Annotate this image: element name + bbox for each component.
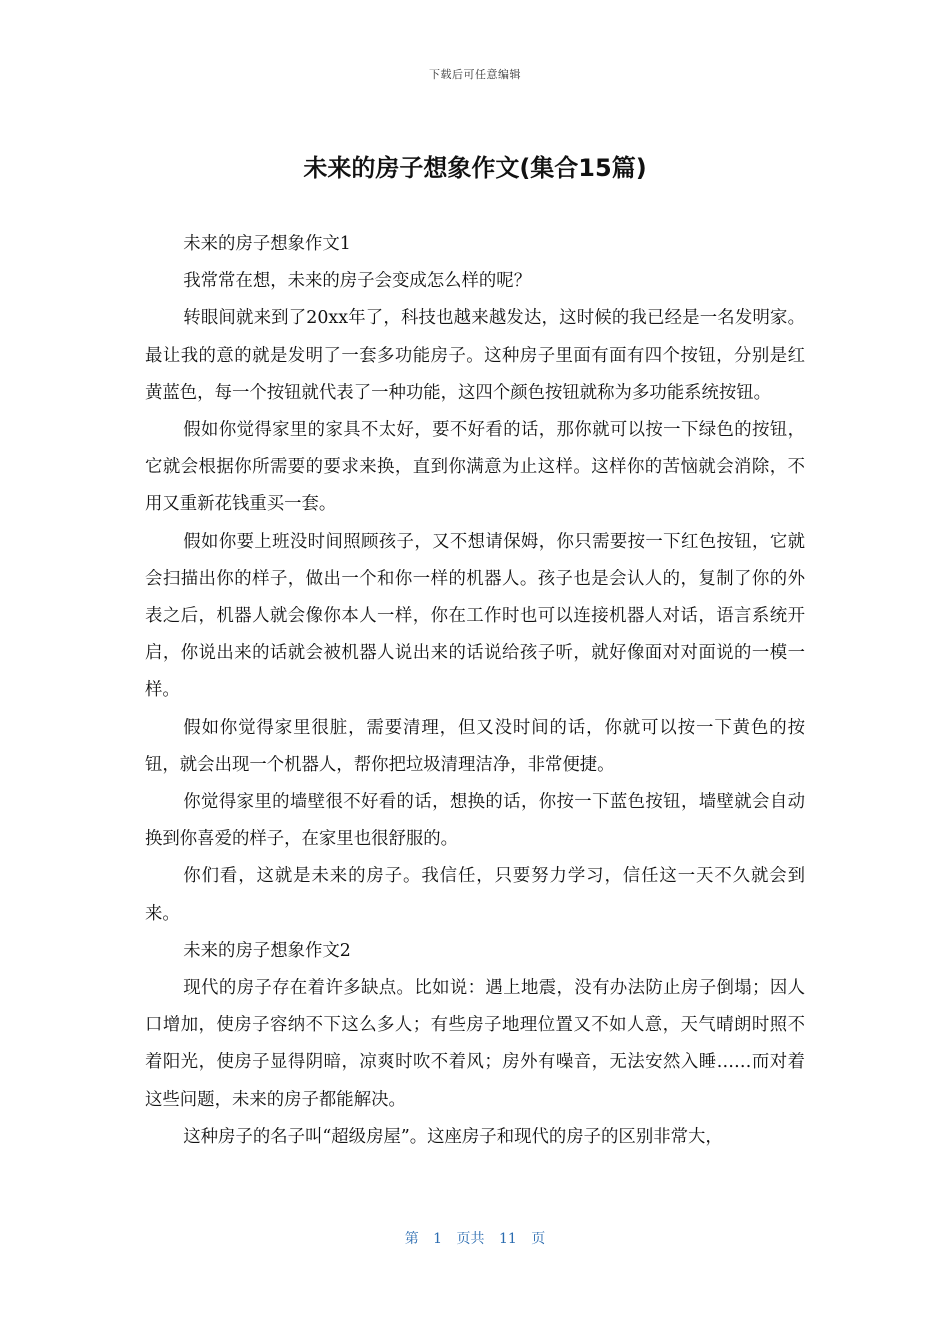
body-paragraph: 你们看，这就是未来的房子。我信任，只要努力学习，信任这一天不久就会到来。 xyxy=(145,866,805,924)
document-title: 未来的房子想象作文(集合15篇) xyxy=(303,154,647,182)
body-paragraph: 现代的房子存在着许多缺点。比如说：遇上地震，没有办法防止房子倒塌；因人口增加，使房子容纳不下这么多人；有些房子地理位置又不如人意，天气晴朗时照不着阳光，使房子显得阴暗，凉爽时吹不着风；房外有噪音，无法安然入睡……而对着这些问题，未来的房子都能解决。 xyxy=(145,978,805,1110)
footer-total-pages: 11 xyxy=(499,1231,517,1247)
body-paragraph: 假如你觉得家里很脏，需要清理，但又没时间的话，你就可以按一下黄色的按钮，就会出现一个机器人，帮你把垃圾清理洁净，非常便捷。 xyxy=(145,717,805,775)
body-paragraph: 假如你要上班没时间照顾孩子，又不想请保姆，你只需要按一下红色按钮，它就会扫描出你的样子，做出一个和你一样的机器人。孩子也是会认人的，复制了你的外表之后，机器人就会像你本人一样，你在工作时也可以连接机器人对话，语言系统开启，你说出来的话就会被机器人说出来的话说给孩子听，就好像面对对面说的一模一样。 xyxy=(145,531,805,701)
body-paragraph: 这种房子的名子叫“超级房屋”。这座房子和现代的房子的区别非常大， xyxy=(183,1126,723,1147)
body-paragraph: 你觉得家里的墙壁很不好看的话，想换的话，你按一下蓝色按钮，墙壁就会自动换到你喜爱的样子，在家里也很舒服的。 xyxy=(145,792,805,850)
body-paragraph: 假如你觉得家里的家具不太好，要不好看的话，那你就可以按一下绿色的按钮，它就会根据你所需要的要求来换，直到你满意为止这样。这样你的苦恼就会消除，不用又重新花钱重买一套。 xyxy=(145,420,805,515)
section-heading: 未来的房子想象作文2 xyxy=(183,940,351,961)
footer-current-page: 1 xyxy=(433,1231,443,1247)
footer-suffix: 页 xyxy=(531,1231,546,1247)
document-body xyxy=(145,226,805,1156)
body-paragraph: 我常常在想，未来的房子会变成怎么样的呢？ xyxy=(183,271,532,292)
footer-middle: 页共 xyxy=(456,1231,485,1247)
page-number-footer xyxy=(0,1228,950,1248)
footer-prefix: 第 xyxy=(404,1231,419,1247)
page-header-note: 下载后可任意编辑 xyxy=(429,68,521,81)
section-heading: 未来的房子想象作文1 xyxy=(183,234,351,254)
body-paragraph: 转眼间就来到了20xx年了，科技也越来越发达，这时候的我已经是一名发明家。最让我的意的就是发明了一套多功能房子。这种房子里面有面有四个按钮，分别是红黄蓝色，每一个按钮就代表了一种功能，这四个颜色按钮就称为多功能系统按钮。 xyxy=(145,308,805,403)
